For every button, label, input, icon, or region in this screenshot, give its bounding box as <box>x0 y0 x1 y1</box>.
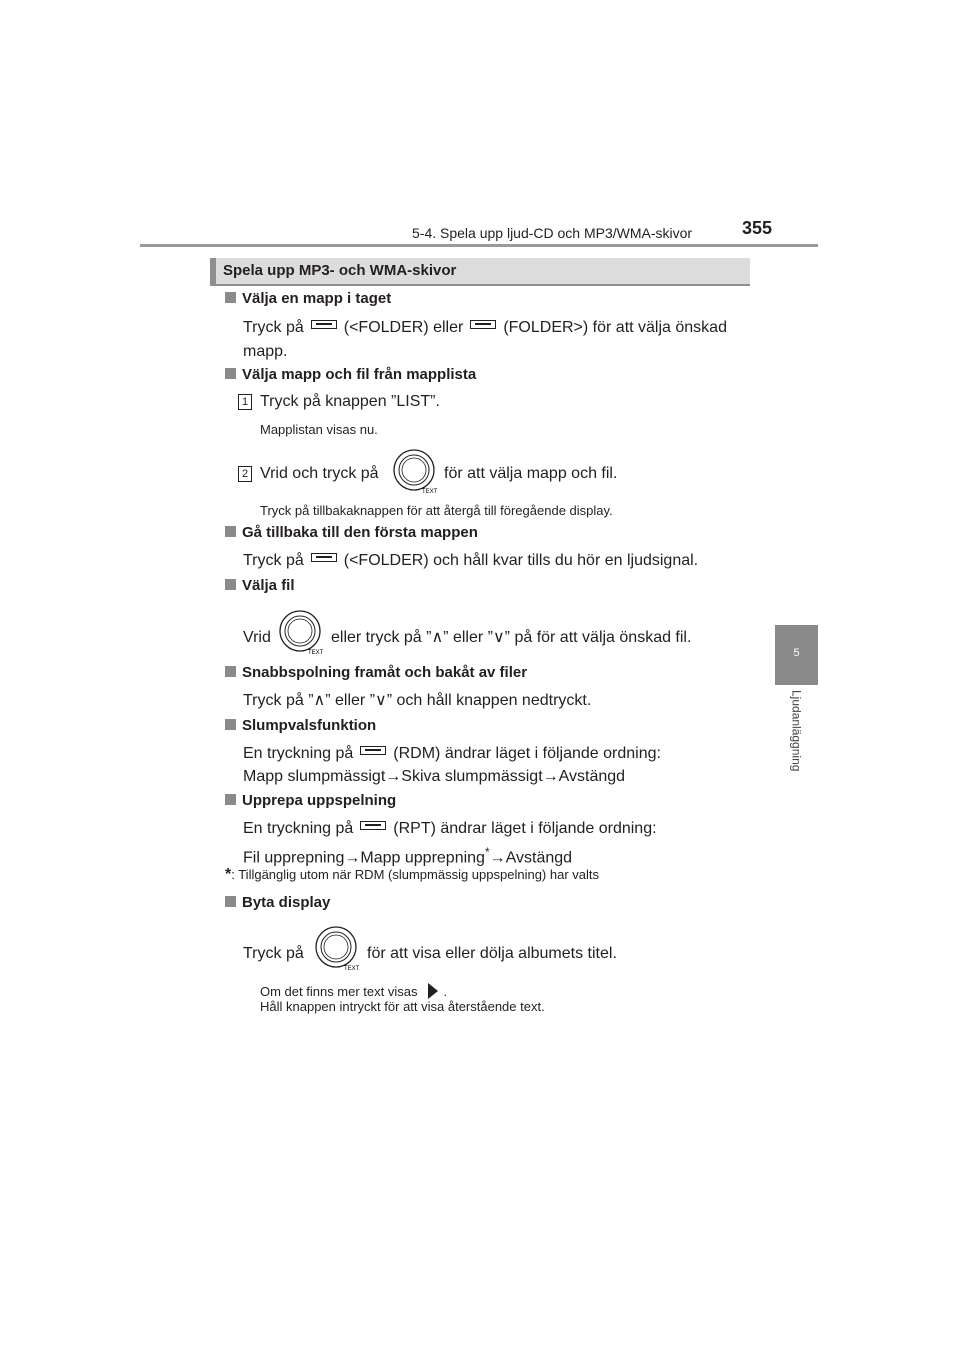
knob-icon <box>277 610 327 656</box>
change-display-text-b: för att visa eller dölja albumets titel. <box>367 945 617 962</box>
play-arrow-icon <box>428 983 438 999</box>
heading-first-folder: Gå tillbaka till den första mappen <box>225 524 478 541</box>
step-1-note: Mapplistan visas nu. <box>260 422 378 437</box>
heading-select-file: Välja fil <box>225 577 295 594</box>
square-bullet-icon <box>225 368 236 379</box>
paragraph-first-folder: Tryck på (<FOLDER) och håll kvar tills du hör en ljudsignal. <box>243 552 699 569</box>
change-display-text-a: Tryck på <box>243 945 304 962</box>
heading-change-display: Byta display <box>225 894 330 911</box>
step-2-text-b: för att välja mapp och fil. <box>444 465 618 482</box>
square-bullet-icon <box>225 719 236 730</box>
step-2-note: Tryck på tillbakaknappen för att återgå till föregående display. <box>260 503 613 518</box>
heading-folder-list: Välja mapp och fil från mapplista <box>225 366 476 383</box>
square-bullet-icon <box>225 666 236 677</box>
heading-select-folder: Välja en mapp i taget <box>225 290 391 307</box>
page-number: 355 <box>742 218 773 238</box>
button-icon <box>360 821 386 830</box>
paragraph-repeat: En tryckning på (RPT) ändrar läget i följande ordning: <box>243 820 657 837</box>
section-title-bar <box>210 258 750 286</box>
button-icon <box>311 320 337 329</box>
section-bar-accent <box>210 258 216 284</box>
square-bullet-icon <box>225 579 236 590</box>
select-file-text-a: Vrid <box>243 629 271 646</box>
button-icon <box>311 553 337 562</box>
chapter-tab: 5 <box>775 625 818 685</box>
knob-icon <box>313 926 363 972</box>
step-1-text: Tryck på knappen ”LIST”. <box>260 393 440 410</box>
paragraph-random: En tryckning på (RDM) ändrar läget i följande ordning: <box>243 745 661 762</box>
hold-button-note: Håll knappen intryckt för att visa återstående text. <box>260 999 545 1014</box>
svg-text:TEXT: TEXT <box>422 489 438 495</box>
square-bullet-icon <box>225 896 236 907</box>
paragraph-repeat-order: Fil upprepning→Mapp upprepning*→Avstängd <box>243 845 573 867</box>
more-text-note: Om det finns mer text visas . <box>260 984 448 999</box>
heading-repeat: Upprepa uppspelning <box>225 792 396 809</box>
step-2-text-a: Vrid och tryck på <box>260 465 379 482</box>
select-file-text-b: eller tryck på ”∧” eller ”∨” på för att välja önskad fil. <box>331 629 692 646</box>
heading-random: Slumpvalsfunktion <box>225 717 376 734</box>
section-title: Spela upp MP3- och WMA-skivor <box>223 262 457 279</box>
button-icon <box>470 320 496 329</box>
chapter-header: 5-4. Spela upp ljud-CD och MP3/WMA-skivor <box>412 225 693 241</box>
paragraph-random-order: Mapp slumpmässigt→Skiva slumpmässigt→Avstängd <box>243 768 626 785</box>
square-bullet-icon <box>225 292 236 303</box>
svg-text:TEXT: TEXT <box>344 966 360 972</box>
step-number-2: 2 <box>238 466 252 482</box>
header-divider <box>140 244 818 247</box>
svg-text:TEXT: TEXT <box>308 650 324 656</box>
square-bullet-icon <box>225 526 236 537</box>
paragraph-select-folder: Tryck på (<FOLDER) eller (FOLDER>) för att välja önskad <box>243 319 727 336</box>
paragraph-fast-forward: Tryck på ”∧” eller ”∨” och håll knappen nedtryckt. <box>243 692 592 709</box>
button-icon <box>360 746 386 755</box>
step-number-1: 1 <box>238 394 252 410</box>
knob-icon <box>392 449 440 495</box>
footnote: *: Tillgänglig utom när RDM (slumpmässig uppspelning) har valts <box>225 866 599 883</box>
heading-fast-forward: Snabbspolning framåt och bakåt av filer <box>225 664 527 681</box>
chapter-side-label: Ljudanläggning <box>789 690 804 772</box>
paragraph-select-folder-cont: mapp. <box>243 343 288 360</box>
square-bullet-icon <box>225 794 236 805</box>
